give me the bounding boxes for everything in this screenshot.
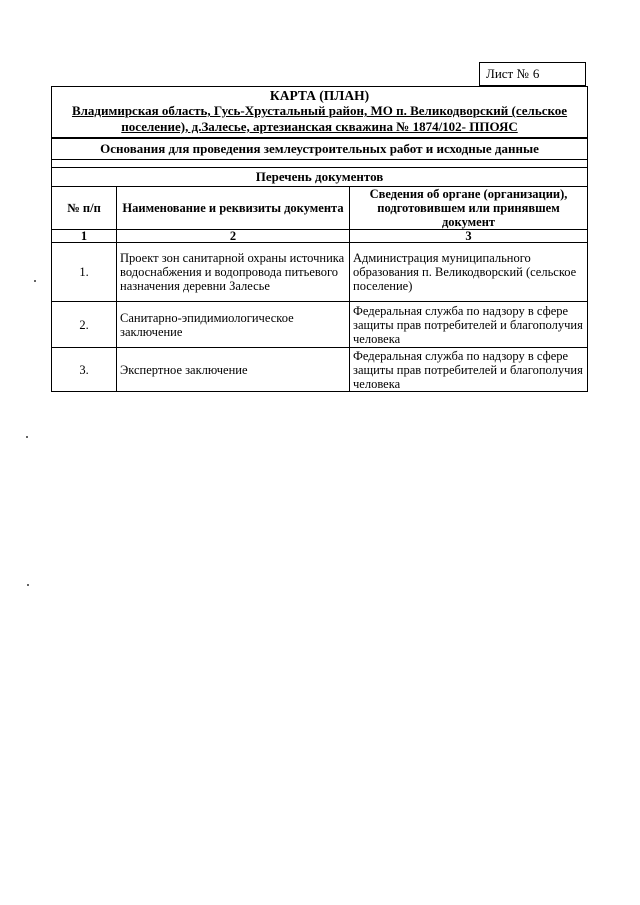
table-row <box>52 243 588 302</box>
row-number: 2. <box>52 302 117 348</box>
header-row <box>52 87 588 139</box>
column-header-no: № п/п <box>52 187 117 230</box>
sheet-number: 6 <box>532 66 540 81</box>
basis-title: Основания для проведения землеустроительных работ и исходные данные <box>52 138 588 160</box>
scan-speck <box>34 280 36 282</box>
document-table <box>51 86 588 392</box>
location-line-2: поселение), д.Залесье, артезианская скважина № 1874/102- ППОЯС <box>121 119 518 134</box>
list-title-row <box>52 168 588 187</box>
document-title: КАРТА (ПЛАН) <box>269 88 370 103</box>
basis-row <box>52 138 588 160</box>
scan-speck <box>27 584 29 586</box>
row-number: 1. <box>52 243 117 302</box>
spacer-row <box>52 160 588 168</box>
list-title: Перечень документов <box>52 168 588 187</box>
table-row <box>52 302 588 348</box>
column-header-organ: Сведения об органе (организации), подготовившем или принявшем документ <box>350 187 588 230</box>
column-number-row <box>52 230 588 243</box>
row-document-name: Санитарно-эпидимиологическое заключение <box>117 302 350 348</box>
row-organ: Федеральная служба по надзору в сфере защиты прав потребителей и благополучия человека <box>350 348 588 392</box>
column-number-1: 1 <box>52 230 117 243</box>
column-number-3: 3 <box>350 230 588 243</box>
header-cell <box>52 87 588 139</box>
column-header-name: Наименование и реквизиты документа <box>117 187 350 230</box>
row-organ: Федеральная служба по надзору в сфере защиты прав потребителей и благополучия человека <box>350 302 588 348</box>
column-header-row <box>52 187 588 230</box>
sheet-label: Лист № <box>486 66 529 81</box>
scan-speck <box>26 436 28 438</box>
table-row <box>52 348 588 392</box>
row-document-name: Экспертное заключение <box>117 348 350 392</box>
row-document-name: Проект зон санитарной охраны источника водоснабжения и водопровода питьевого назначения деревни Залесье <box>117 243 350 302</box>
column-number-2: 2 <box>117 230 350 243</box>
row-number: 3. <box>52 348 117 392</box>
location-line-1: Владимирская область, Гусь-Хрустальный район, МО п. Великодворский (сельское <box>71 103 568 118</box>
sheet-number-box <box>479 62 586 86</box>
row-organ: Администрация муниципального образования п. Великодворский (сельское поселение) <box>350 243 588 302</box>
